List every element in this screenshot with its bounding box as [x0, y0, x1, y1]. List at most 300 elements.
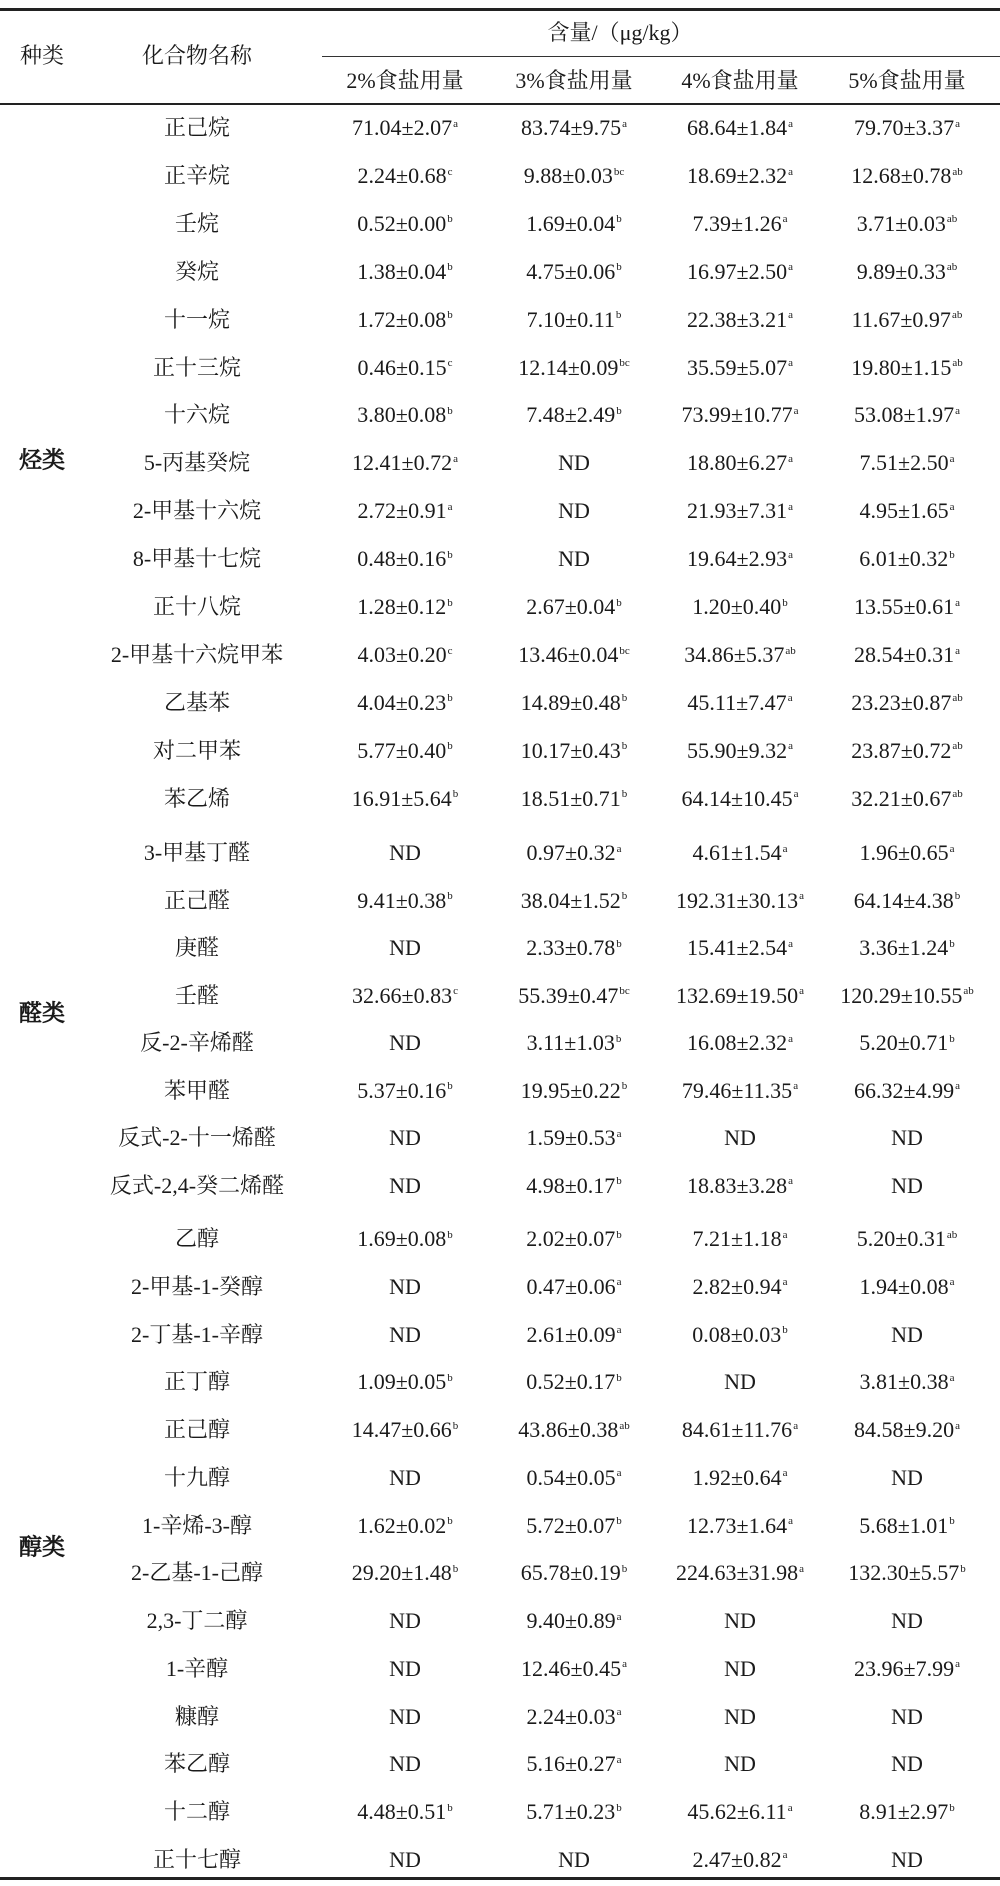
- value-cell: 45.11±7.47$^a$: [687, 689, 793, 715]
- significance-letter: c: [453, 985, 458, 998]
- significance-letter: a: [453, 117, 458, 130]
- significance-letter: a: [616, 1324, 622, 1337]
- significance-letter: a: [787, 1801, 793, 1814]
- value-cell: 2.24±0.68$^c$: [357, 162, 453, 188]
- value-cell: 13.55±0.61$^a$: [854, 594, 960, 619]
- significance-letter: b: [616, 1371, 622, 1384]
- significance-letter: b: [447, 1371, 453, 1384]
- significance-letter: b: [447, 548, 453, 561]
- value-cell: ND: [891, 1464, 923, 1490]
- value-cell: 120.29±10.55$^{ab}$: [840, 982, 974, 1008]
- value-cell: 3.36±1.24$^b$: [859, 935, 955, 960]
- significance-letter: ab: [963, 985, 974, 998]
- significance-letter: b: [616, 596, 622, 609]
- value-cell: 0.48±0.16$^b$: [357, 546, 453, 572]
- value-cell: 224.63±31.98$^a$: [676, 1560, 804, 1586]
- value-cell: ND: [389, 1608, 421, 1633]
- significance-letter: b: [447, 1228, 453, 1241]
- significance-letter: c: [447, 165, 453, 178]
- value-cell: 0.47±0.06$^a$: [526, 1273, 622, 1299]
- significance-letter: b: [616, 1801, 622, 1814]
- value-cell: ND: [558, 546, 590, 572]
- significance-letter: bc: [619, 985, 630, 998]
- value-cell: ND: [389, 1655, 421, 1681]
- significance-letter: ab: [946, 213, 958, 226]
- value-cell: 5.20±0.71$^b$: [859, 1030, 955, 1055]
- value-cell: 7.39±1.26$^a$: [692, 210, 788, 236]
- value-cell: ND: [389, 1030, 421, 1055]
- compound-name: 反式-2,4-癸二烯醛: [109, 1172, 285, 1198]
- value-cell: 0.46±0.15$^c$: [357, 354, 453, 380]
- category-label: 烃类: [19, 447, 65, 473]
- header-level-5: 5%食盐用量: [848, 68, 966, 93]
- significance-letter: b: [621, 1080, 628, 1093]
- significance-letter: b: [954, 890, 961, 903]
- compound-name: 8-甲基十七烷: [132, 546, 262, 572]
- significance-letter: ab: [952, 692, 963, 705]
- value-cell: 14.47±0.66$^b$: [351, 1417, 459, 1442]
- value-cell: 9.88±0.03$^{bc}$: [523, 162, 625, 188]
- value-cell: 1.94±0.08$^a$: [859, 1273, 955, 1299]
- value-cell: 3.80±0.08$^b$: [357, 402, 453, 428]
- significance-letter: b: [782, 596, 788, 609]
- significance-letter: a: [949, 842, 955, 855]
- value-cell: 4.48±0.51$^b$: [357, 1799, 453, 1824]
- significance-letter: b: [447, 405, 453, 418]
- table-top-rule: [0, 8, 1000, 11]
- significance-letter: b: [949, 1515, 955, 1528]
- compound-name: 乙醇: [174, 1226, 220, 1251]
- value-cell: 3.71±0.03$^{ab}$: [856, 210, 958, 236]
- significance-letter: b: [616, 1228, 622, 1241]
- value-cell: 55.39±0.47$^{bc}$: [518, 982, 630, 1008]
- header-category: 种类: [19, 43, 65, 68]
- value-cell: 1.59±0.53$^a$: [526, 1125, 622, 1150]
- compound-name: 癸烷: [174, 258, 220, 284]
- significance-letter: a: [616, 1127, 622, 1140]
- header-compound: 化合物名称: [141, 43, 253, 68]
- header-level-4: 4%食盐用量: [681, 68, 799, 93]
- significance-letter: a: [787, 692, 793, 705]
- significance-letter: a: [793, 405, 799, 418]
- significance-letter: a: [949, 452, 955, 465]
- category-label: 醛类: [19, 1000, 65, 1026]
- significance-letter: a: [782, 213, 788, 226]
- significance-letter: b: [782, 1324, 788, 1337]
- significance-letter: a: [793, 1080, 799, 1093]
- significance-letter: b: [960, 1562, 966, 1575]
- compound-name: 庚醛: [174, 935, 220, 960]
- compound-name: 3-甲基丁醛: [143, 840, 251, 865]
- significance-letter: a: [788, 500, 793, 513]
- value-cell: ND: [891, 1321, 923, 1347]
- value-cell: 3.81±0.38$^a$: [859, 1369, 955, 1395]
- significance-letter: a: [793, 788, 799, 801]
- value-cell: 45.62±6.11$^a$: [687, 1799, 793, 1824]
- value-cell: 19.64±2.93$^a$: [687, 546, 793, 572]
- value-cell: 35.59±5.07$^a$: [687, 354, 793, 380]
- significance-letter: a: [799, 890, 804, 903]
- significance-letter: b: [615, 1032, 622, 1045]
- value-cell: 1.69±0.08$^b$: [357, 1226, 453, 1251]
- value-cell: 2.02±0.07$^b$: [526, 1226, 622, 1251]
- compound-name: 正丁醇: [163, 1369, 231, 1395]
- value-cell: 9.89±0.33$^{ab}$: [856, 258, 958, 284]
- value-cell: 1.69±0.04$^b$: [526, 210, 622, 236]
- value-cell: ND: [389, 935, 421, 960]
- significance-letter: b: [452, 1419, 459, 1432]
- significance-letter: a: [949, 1276, 955, 1289]
- value-cell: 4.04±0.23$^b$: [357, 689, 453, 715]
- value-cell: 0.97±0.32$^a$: [526, 840, 622, 865]
- value-cell: 4.75±0.06$^b$: [526, 258, 622, 284]
- value-cell: ND: [891, 1608, 923, 1633]
- value-cell: 1.62±0.02$^b$: [357, 1512, 453, 1538]
- significance-letter: a: [616, 1706, 622, 1719]
- significance-letter: b: [447, 596, 453, 609]
- significance-letter: b: [616, 213, 622, 226]
- significance-letter: ab: [951, 309, 963, 322]
- category-label: 醇类: [19, 1534, 65, 1560]
- value-cell: 5.16±0.27$^a$: [526, 1751, 622, 1777]
- compound-name: 正十七醇: [152, 1846, 242, 1872]
- significance-letter: bc: [613, 165, 625, 178]
- value-cell: 43.86±0.38$^{ab}$: [518, 1417, 630, 1442]
- compound-name: 正辛烷: [163, 162, 231, 188]
- significance-letter: ab: [952, 788, 963, 801]
- compound-name: 2,3-丁二醇: [146, 1608, 248, 1633]
- significance-letter: b: [452, 1562, 459, 1575]
- value-cell: ND: [891, 1703, 923, 1729]
- value-cell: 5.20±0.31$^{ab}$: [856, 1226, 958, 1251]
- value-cell: ND: [389, 1172, 421, 1198]
- significance-letter: a: [616, 1753, 622, 1766]
- significance-letter: a: [453, 452, 458, 465]
- value-cell: 7.21±1.18$^a$: [692, 1226, 788, 1251]
- significance-letter: a: [955, 644, 960, 657]
- value-cell: 13.46±0.04$^{bc}$: [518, 641, 630, 667]
- compound-name: 壬烷: [174, 210, 220, 236]
- value-cell: 15.41±2.54$^a$: [687, 935, 793, 960]
- value-cell: ND: [558, 450, 590, 476]
- value-cell: ND: [724, 1369, 756, 1395]
- value-cell: 64.14±4.38$^b$: [853, 887, 961, 913]
- value-cell: 1.20±0.40$^b$: [692, 594, 788, 619]
- value-cell: 2.67±0.04$^b$: [526, 594, 622, 619]
- significance-letter: b: [621, 740, 628, 753]
- value-cell: 12.14±0.09$^{bc}$: [518, 354, 630, 380]
- significance-letter: b: [447, 692, 453, 705]
- significance-letter: a: [616, 1467, 622, 1480]
- significance-letter: ab: [619, 1419, 630, 1432]
- significance-letter: b: [621, 1562, 628, 1575]
- significance-letter: b: [616, 405, 622, 418]
- compound-name: 5-丙基癸烷: [143, 450, 251, 476]
- value-cell: 1.72±0.08$^b$: [357, 306, 453, 332]
- value-cell: 29.20±1.48$^b$: [351, 1560, 459, 1586]
- value-cell: 0.08±0.03$^b$: [692, 1321, 788, 1347]
- significance-letter: c: [447, 644, 453, 657]
- value-cell: 83.74±9.75$^a$: [521, 115, 627, 140]
- value-cell: 11.67±0.97$^{ab}$: [851, 306, 963, 332]
- value-cell: ND: [389, 840, 421, 865]
- value-cell: 14.89±0.48$^b$: [520, 689, 628, 715]
- significance-letter: ab: [952, 357, 963, 370]
- value-cell: 19.95±0.22$^b$: [520, 1077, 628, 1103]
- value-cell: ND: [558, 1846, 590, 1872]
- significance-letter: a: [616, 1610, 622, 1623]
- compound-name: 正十八烷: [152, 594, 242, 619]
- value-cell: 79.70±3.37$^a$: [854, 115, 960, 140]
- significance-letter: b: [949, 548, 955, 561]
- significance-letter: b: [447, 1801, 453, 1814]
- value-cell: 4.03±0.20$^c$: [357, 641, 453, 667]
- value-cell: 5.37±0.16$^b$: [357, 1077, 453, 1103]
- significance-letter: b: [616, 937, 622, 950]
- compound-name: 2-甲基十六烷: [132, 498, 262, 524]
- significance-letter: b: [452, 788, 459, 801]
- value-cell: ND: [389, 1846, 421, 1872]
- value-cell: ND: [724, 1125, 756, 1150]
- value-cell: 18.69±2.32$^a$: [687, 162, 793, 188]
- value-cell: 4.61±1.54$^a$: [692, 840, 788, 865]
- significance-letter: a: [799, 1562, 804, 1575]
- significance-letter: b: [621, 788, 628, 801]
- value-cell: ND: [389, 1464, 421, 1490]
- value-cell: 1.38±0.04$^b$: [357, 258, 453, 284]
- significance-letter: a: [788, 548, 793, 561]
- value-cell: 1.28±0.12$^b$: [357, 594, 453, 619]
- significance-letter: a: [616, 1276, 622, 1289]
- value-cell: 84.61±11.76$^a$: [681, 1417, 799, 1442]
- significance-letter: a: [788, 937, 793, 950]
- value-cell: 7.48±2.49$^b$: [526, 402, 622, 428]
- compound-name: 1-辛醇: [165, 1655, 229, 1681]
- significance-letter: a: [622, 1658, 627, 1671]
- value-cell: 68.64±1.84$^a$: [687, 115, 793, 140]
- compound-name: 对二甲苯: [152, 737, 242, 763]
- value-cell: 18.83±3.28$^a$: [687, 1172, 793, 1198]
- compound-name: 十一烷: [163, 306, 231, 332]
- value-cell: 19.80±1.15$^{ab}$: [851, 354, 963, 380]
- compound-name: 2-甲基-1-癸醇: [131, 1273, 263, 1299]
- value-cell: ND: [891, 1846, 923, 1872]
- value-cell: ND: [724, 1751, 756, 1777]
- compound-name: 苯乙烯: [163, 785, 231, 811]
- significance-letter: a: [788, 1515, 793, 1528]
- significance-letter: a: [788, 309, 793, 322]
- value-cell: 22.38±3.21$^a$: [687, 306, 793, 332]
- significance-letter: bc: [619, 357, 630, 370]
- value-cell: 8.91±2.97$^b$: [859, 1799, 955, 1824]
- value-cell: ND: [891, 1172, 923, 1198]
- value-cell: 84.58±9.20$^a$: [854, 1417, 960, 1442]
- value-cell: 5.72±0.07$^b$: [526, 1512, 622, 1538]
- value-cell: 7.51±2.50$^a$: [859, 450, 955, 476]
- significance-letter: ab: [952, 740, 963, 753]
- significance-letter: a: [788, 740, 793, 753]
- table-bottom-rule: [0, 1877, 1000, 1880]
- significance-letter: a: [782, 1849, 788, 1862]
- compound-name: 正己烷: [163, 115, 231, 140]
- significance-letter: a: [782, 1228, 788, 1241]
- value-cell: 32.66±0.83$^c$: [352, 982, 458, 1008]
- value-cell: 1.92±0.64$^a$: [692, 1464, 788, 1490]
- value-cell: 5.71±0.23$^b$: [526, 1799, 622, 1824]
- value-cell: 64.14±10.45$^a$: [681, 785, 799, 811]
- significance-letter: b: [949, 937, 955, 950]
- significance-letter: ab: [946, 261, 958, 274]
- significance-letter: ab: [952, 165, 963, 178]
- value-cell: 71.04±2.07$^a$: [352, 115, 458, 140]
- header-level-3: 3%食盐用量: [515, 68, 633, 93]
- value-cell: 73.99±10.77$^a$: [681, 402, 799, 428]
- significance-letter: b: [447, 309, 453, 322]
- significance-letter: a: [788, 1175, 793, 1188]
- value-cell: 53.08±1.97$^a$: [854, 402, 960, 428]
- significance-letter: a: [788, 357, 793, 370]
- value-cell: 38.04±1.52$^b$: [520, 887, 628, 913]
- value-cell: ND: [389, 1273, 421, 1299]
- significance-letter: b: [447, 890, 453, 903]
- value-cell: 28.54±0.31$^a$: [854, 641, 960, 667]
- value-cell: 66.32±4.99$^a$: [854, 1077, 960, 1103]
- value-cell: 0.52±0.17$^b$: [526, 1369, 622, 1395]
- significance-letter: b: [447, 261, 453, 274]
- value-cell: 12.46±0.45$^a$: [521, 1655, 627, 1681]
- value-cell: 5.77±0.40$^b$: [357, 737, 453, 763]
- header-sub-rule: [322, 56, 1000, 57]
- value-cell: 132.69±19.50$^a$: [676, 982, 804, 1008]
- value-cell: ND: [389, 1751, 421, 1777]
- significance-letter: a: [788, 117, 793, 130]
- header-content: 含量/（μg/kg）: [547, 20, 693, 45]
- value-cell: 4.95±1.65$^a$: [859, 498, 955, 524]
- significance-letter: a: [799, 985, 804, 998]
- value-cell: 21.93±7.31$^a$: [687, 498, 793, 524]
- value-cell: 16.91±5.64$^b$: [351, 785, 459, 811]
- significance-letter: a: [622, 117, 627, 130]
- significance-letter: bc: [619, 644, 630, 657]
- compound-name: 苯甲醛: [163, 1077, 231, 1103]
- value-cell: 7.10±0.11$^b$: [526, 306, 622, 332]
- significance-letter: a: [788, 1032, 793, 1045]
- value-cell: 5.68±1.01$^b$: [859, 1512, 955, 1538]
- value-cell: 2.61±0.09$^a$: [526, 1321, 622, 1347]
- value-cell: 12.73±1.64$^a$: [687, 1512, 793, 1538]
- value-cell: 12.68±0.78$^{ab}$: [851, 162, 963, 188]
- significance-letter: b: [616, 1515, 622, 1528]
- value-cell: ND: [724, 1703, 756, 1729]
- compound-name: 正己醇: [163, 1417, 231, 1442]
- significance-letter: a: [788, 165, 793, 178]
- value-cell: 10.17±0.43$^b$: [520, 737, 628, 763]
- value-cell: 65.78±0.19$^b$: [520, 1560, 628, 1586]
- compound-name: 正己醛: [163, 887, 231, 913]
- significance-letter: a: [788, 261, 793, 274]
- value-cell: 2.72±0.91$^a$: [357, 498, 453, 524]
- value-cell: ND: [389, 1125, 421, 1150]
- value-cell: 2.82±0.94$^a$: [692, 1273, 788, 1299]
- significance-letter: a: [782, 1276, 788, 1289]
- compound-name: 正十三烷: [152, 354, 242, 380]
- compound-name: 2-丁基-1-辛醇: [131, 1321, 263, 1347]
- compound-name: 2-乙基-1-己醇: [131, 1560, 263, 1586]
- value-cell: 12.41±0.72$^a$: [352, 450, 458, 476]
- significance-letter: b: [447, 1515, 453, 1528]
- value-cell: 16.08±2.32$^a$: [687, 1030, 793, 1055]
- significance-letter: b: [447, 1080, 453, 1093]
- compound-name: 乙基苯: [163, 689, 231, 715]
- compound-name: 反式-2-十一烯醛: [118, 1125, 276, 1150]
- significance-letter: b: [447, 213, 453, 226]
- significance-letter: a: [955, 405, 960, 418]
- value-cell: ND: [891, 1751, 923, 1777]
- significance-letter: b: [949, 1801, 955, 1814]
- significance-letter: b: [616, 1175, 622, 1188]
- significance-letter: a: [949, 500, 955, 513]
- value-cell: 18.80±6.27$^a$: [687, 450, 793, 476]
- significance-letter: a: [955, 1419, 960, 1432]
- significance-letter: c: [447, 357, 453, 370]
- value-cell: 2.47±0.82$^a$: [692, 1846, 788, 1872]
- compound-name: 壬醛: [174, 982, 220, 1008]
- significance-letter: ab: [785, 644, 796, 657]
- compound-name: 十二醇: [163, 1799, 231, 1824]
- header-level-2: 2%食盐用量: [346, 68, 464, 93]
- value-cell: ND: [724, 1608, 756, 1633]
- compound-name: 1-辛烯-3-醇: [142, 1512, 252, 1538]
- value-cell: 4.98±0.17$^b$: [526, 1172, 622, 1198]
- significance-letter: b: [621, 890, 628, 903]
- significance-letter: b: [615, 309, 622, 322]
- significance-letter: b: [949, 1032, 955, 1045]
- significance-letter: a: [793, 1419, 799, 1432]
- significance-letter: a: [955, 117, 960, 130]
- value-cell: ND: [724, 1655, 756, 1681]
- value-cell: 192.31±30.13$^a$: [676, 887, 804, 913]
- value-cell: ND: [389, 1321, 421, 1347]
- significance-letter: a: [949, 1371, 955, 1384]
- value-cell: 18.51±0.71$^b$: [520, 785, 628, 811]
- significance-letter: a: [616, 842, 622, 855]
- significance-letter: a: [782, 842, 788, 855]
- value-cell: 16.97±2.50$^a$: [687, 258, 793, 284]
- value-cell: 0.52±0.00$^b$: [357, 210, 453, 236]
- value-cell: 2.24±0.03$^a$: [526, 1703, 622, 1729]
- value-cell: ND: [558, 498, 590, 524]
- value-cell: 2.33±0.78$^b$: [526, 935, 622, 960]
- significance-letter: a: [447, 500, 453, 513]
- significance-letter: a: [955, 1080, 960, 1093]
- significance-letter: b: [447, 740, 453, 753]
- significance-letter: b: [616, 261, 622, 274]
- value-cell: ND: [389, 1703, 421, 1729]
- compound-name: 十六烷: [163, 402, 231, 428]
- value-cell: 23.96±7.99$^a$: [854, 1655, 960, 1681]
- significance-letter: b: [621, 692, 628, 705]
- compound-name: 糠醇: [174, 1703, 220, 1729]
- significance-letter: a: [782, 1467, 788, 1480]
- value-cell: 23.23±0.87$^{ab}$: [851, 689, 963, 715]
- compound-name: 十九醇: [163, 1464, 231, 1490]
- value-cell: 0.54±0.05$^a$: [526, 1464, 622, 1490]
- value-cell: 32.21±0.67$^{ab}$: [851, 785, 963, 811]
- compound-name: 反-2-辛烯醛: [140, 1030, 254, 1055]
- value-cell: 55.90±9.32$^a$: [687, 737, 793, 763]
- value-cell: 132.30±5.57$^b$: [848, 1560, 966, 1586]
- value-cell: 3.11±1.03$^b$: [526, 1030, 622, 1055]
